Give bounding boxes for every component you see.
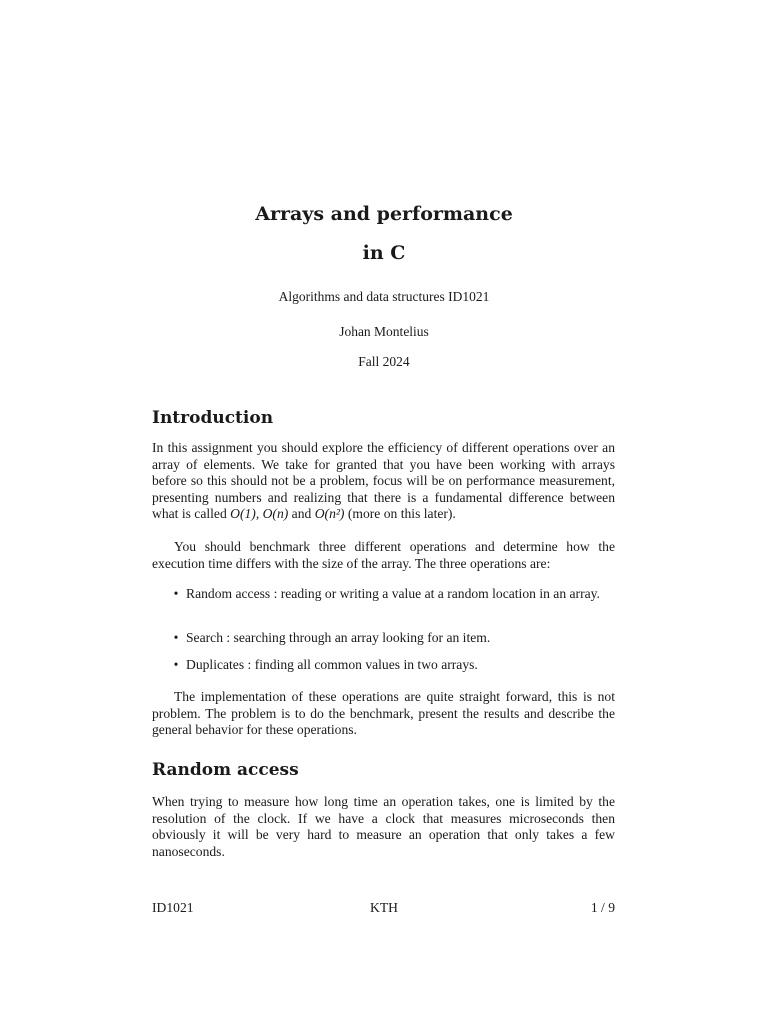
term: Fall 2024	[358, 354, 410, 369]
separator-1: ,	[255, 506, 263, 521]
math-on2: O(n²)	[314, 506, 345, 521]
intro-paragraph-1	[152, 440, 615, 523]
separator-2: and	[288, 506, 315, 521]
document-title-line1: Arrays and performance	[255, 203, 513, 225]
section-heading-random-access: Random access	[152, 760, 299, 780]
intro-paragraph-2: You should benchmark three different operations and determine how the execution time differs with the size of the array. The three operations are:	[152, 539, 615, 571]
bullet-icon: •	[173, 657, 179, 672]
footer-page-number: 1 / 9	[590, 900, 615, 915]
bullet-icon: •	[173, 586, 179, 601]
course-name: Algorithms and data structures ID1021	[278, 289, 490, 304]
random-access-paragraph-1: When trying to measure how long time an operation takes, one is limited by the resolution of the clock. If we have a clock that measures microseconds then obviously it will be very hard to measure an operation that only takes a few nanoseconds.	[152, 794, 615, 859]
section-heading-introduction: Introduction	[152, 408, 274, 428]
author-name: Johan Montelius	[339, 324, 429, 339]
list-item-text: Duplicates : finding all common values in two arrays.	[186, 657, 478, 672]
math-o1: O(1)	[230, 506, 256, 521]
footer-institution: KTH	[370, 900, 398, 915]
math-on: O(n)	[262, 506, 289, 521]
footer-course-code: ID1021	[152, 900, 194, 915]
list-item-text: Search : searching through an array looking for an item.	[186, 630, 491, 645]
intro-paragraph-1-text-b: (more on this later).	[344, 506, 456, 521]
list-item-text: Random access : reading or writing a value at a random location in an array.	[186, 586, 600, 601]
intro-paragraph-1-text-a: In this assignment you should explore the efficiency of different operations over an array of elements. We take for granted that you have been working with arrays before so this should not be a problem, focus will be on performance measurement, presenting numbers and realizing that there is a fundamental difference between what is called	[152, 440, 615, 521]
intro-paragraph-3: The implementation of these operations are quite straight forward, this is not problem. The problem is to do the benchmark, present the results and describe the general behavior for these operations.	[152, 689, 615, 737]
document-title-line2: in C	[362, 242, 406, 264]
bullet-icon: •	[173, 630, 179, 645]
